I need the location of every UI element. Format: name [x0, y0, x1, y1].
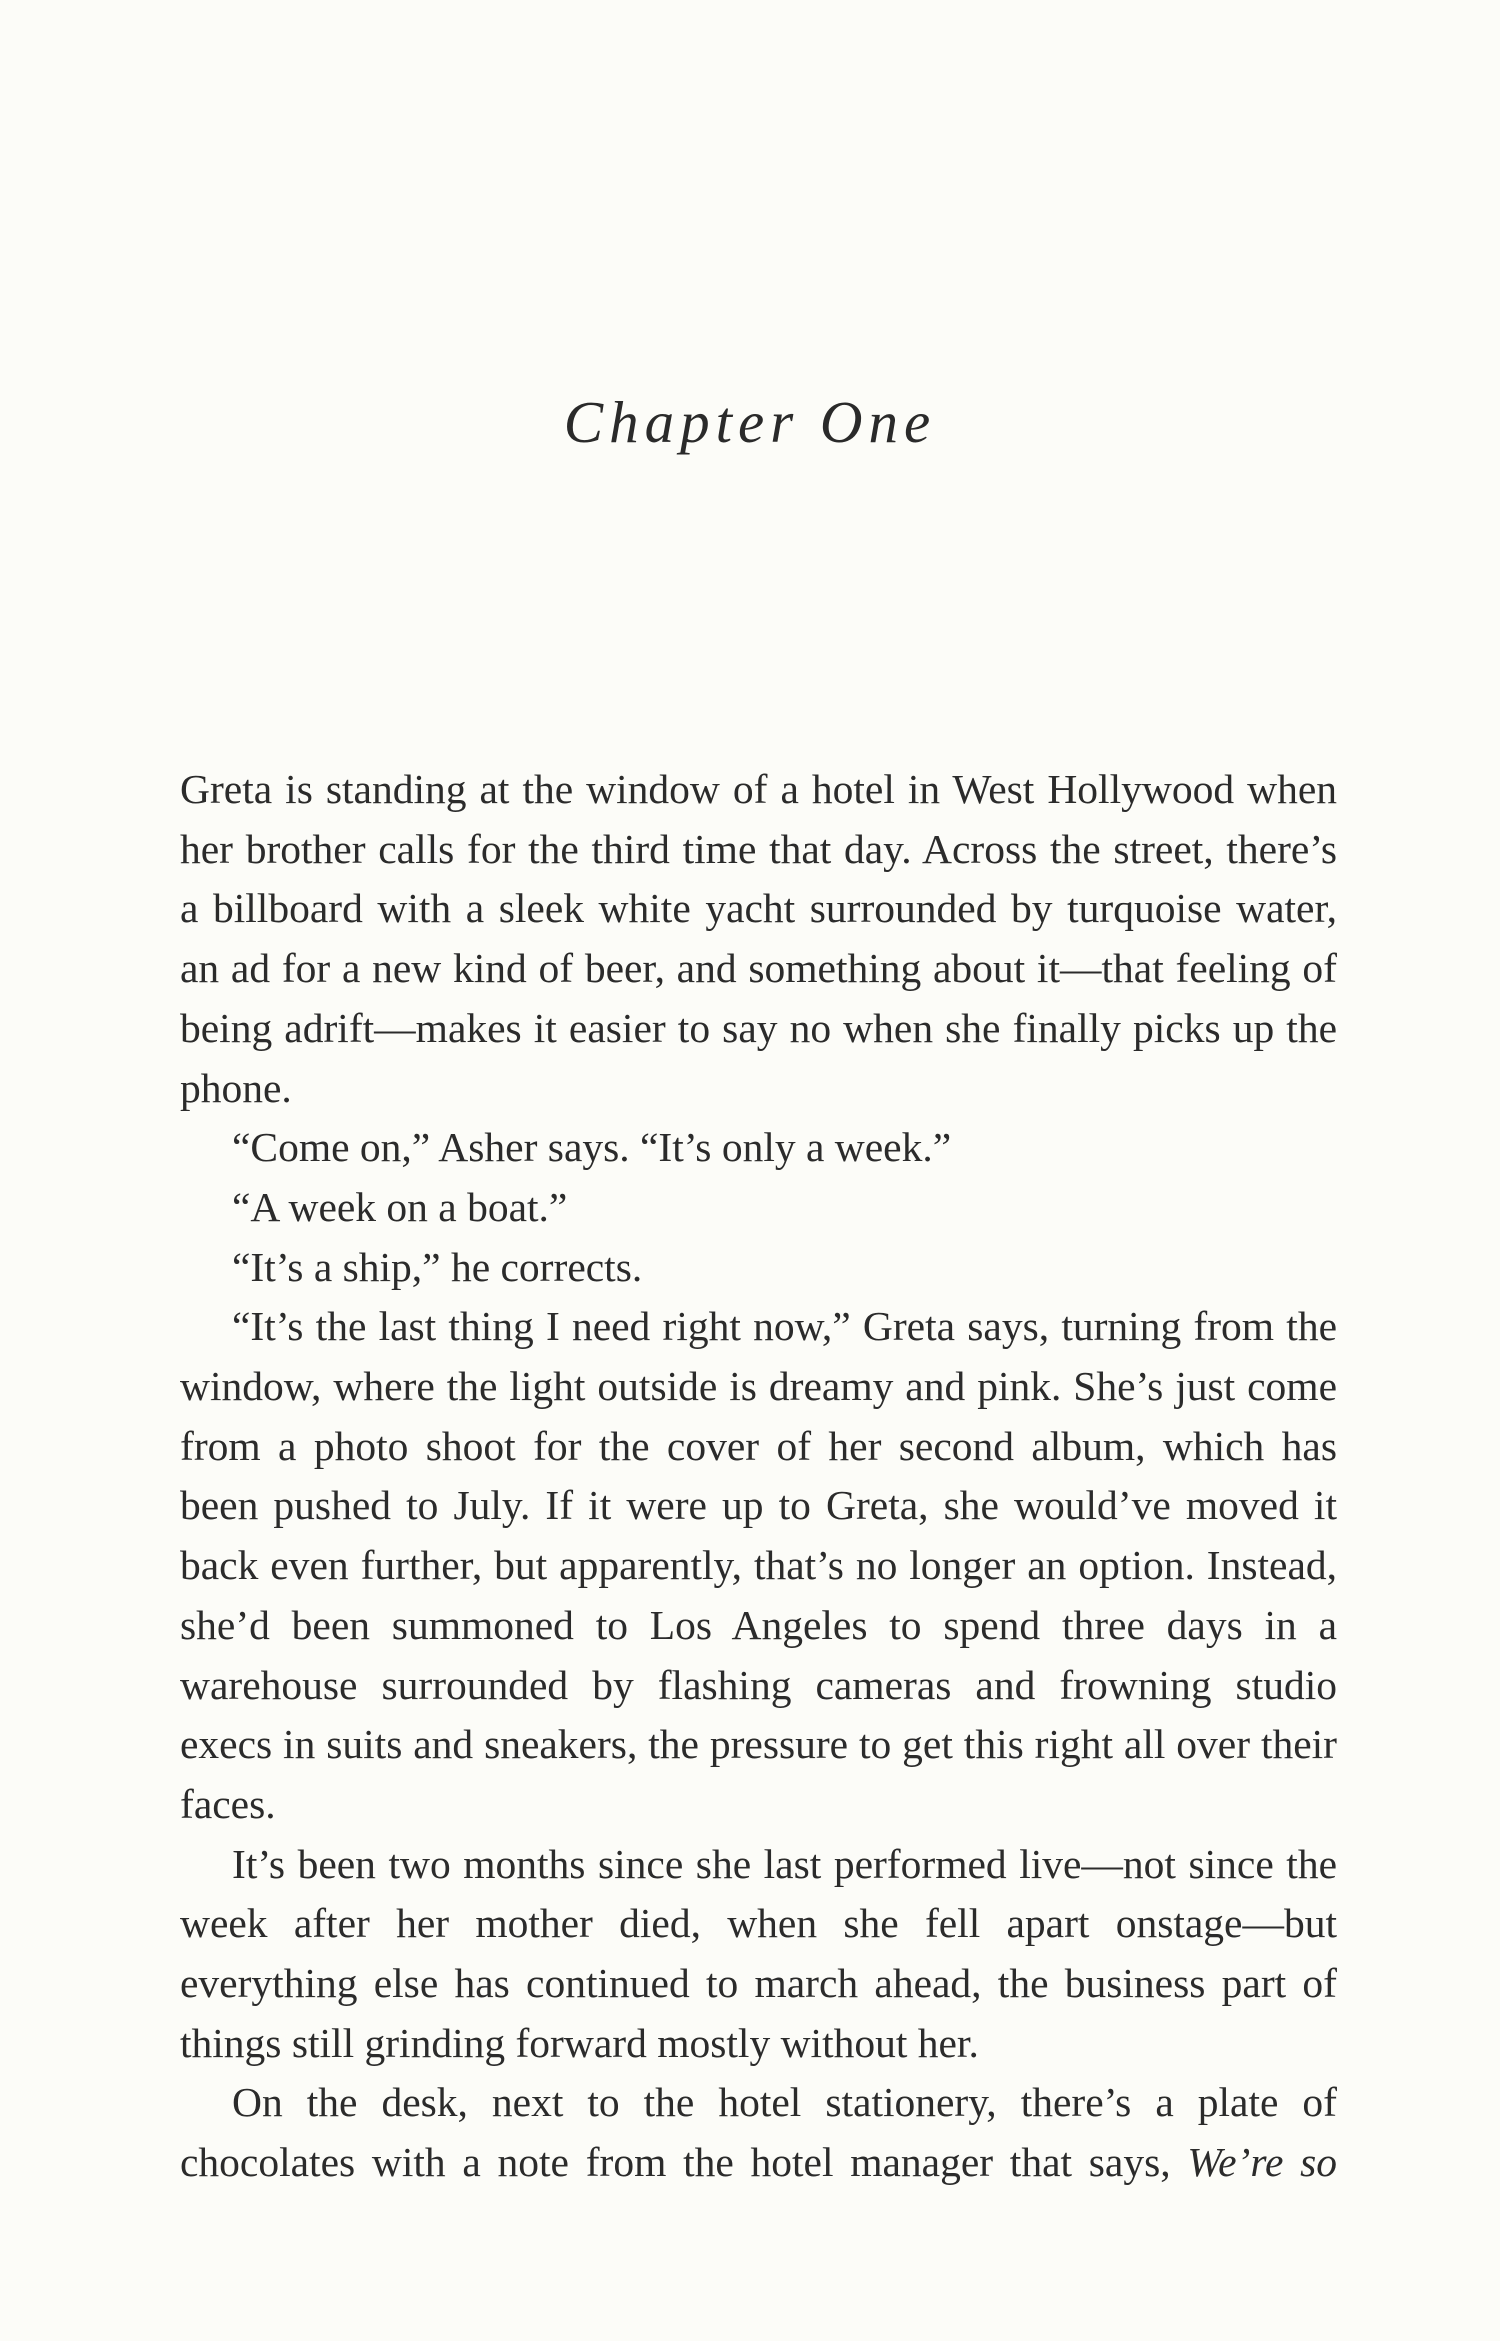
paragraph-7-text: On the desk, next to the hotel stationery, there’s a plate of chocolates with a note from the hotel manager that says, [180, 2079, 1337, 2186]
paragraph-4: “It’s a ship,” he corrects. [232, 1243, 643, 1290]
paragraph-7-italic: We’re so [1187, 2139, 1337, 2186]
paragraph-6: It’s been two months since she last performed live—not since the week after her mother died, when she fell apart onstage—but everything else has continued to march ahead, the business part of things still grinding forward mostly without her. [180, 1840, 1337, 2066]
paragraph-1: Greta is standing at the window of a hotel in West Hollywood when her brother calls for the third time that day. Across the street, there’s a billboard with a sleek white yacht surrounded by turquoise water, an ad for a new kind of beer, and something about it—that feeling of being adrift—makes it easier to say no when she finally picks up the phone. [180, 766, 1337, 1111]
chapter-title: Chapter One [563, 389, 937, 455]
paragraph-5: “It’s the last thing I need right now,” Greta says, turning from the window, where the light outside is dreamy and pink. She’s just come from a photo shoot for the cover of her second album, which has been pushed to July. If it were up to Greta, she would’ve moved it back even further, but apparently, that’s no longer an option. Instead, she’d been summoned to Los Angeles to spend three days in a warehouse surrounded by flashing cameras and frowning studio execs in suits and sneakers, the pressure to get this right all over their faces. [180, 1303, 1337, 1827]
paragraph-3: “A week on a boat.” [232, 1183, 568, 1230]
chapter-body [180, 760, 1337, 2193]
paragraph-2: “Come on,” Asher says. “It’s only a week.” [232, 1124, 952, 1171]
paragraph-7 [180, 2073, 1337, 2192]
